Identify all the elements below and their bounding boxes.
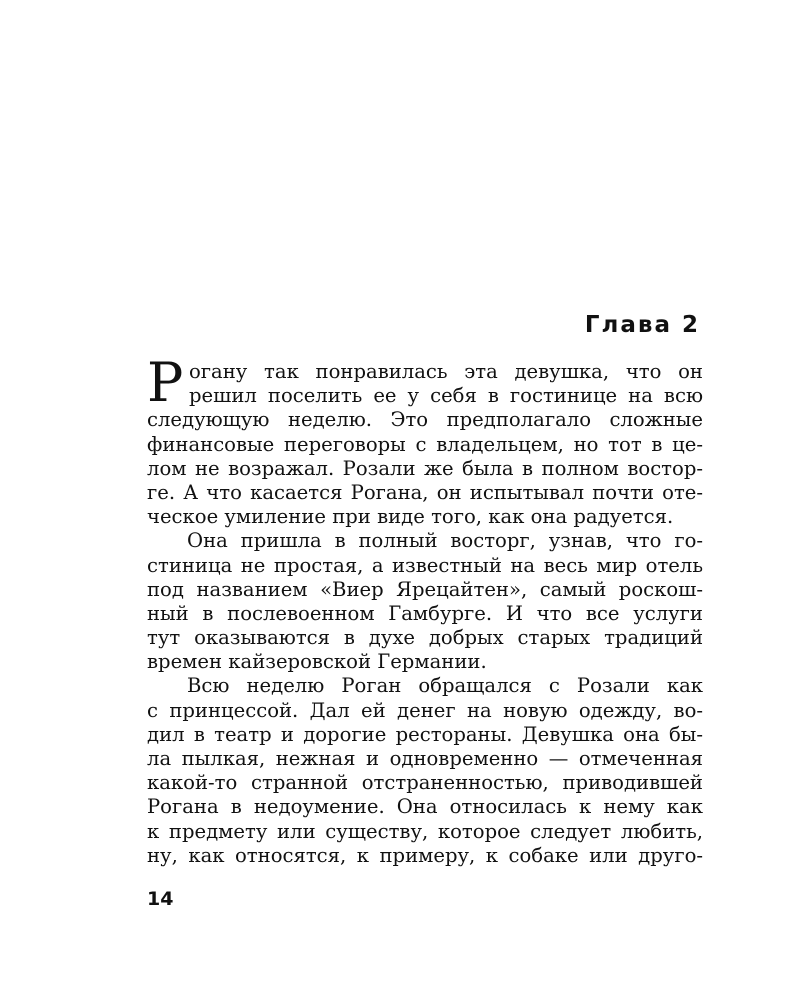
text-line: ну, как относятся, к примеру, к собаке или друго- xyxy=(147,843,703,867)
paragraph-1 xyxy=(147,351,703,529)
text-line: тут оказываются в духе добрых старых традиций xyxy=(147,626,703,650)
text-line: финансовые переговоры с владельцем, но тот в це- xyxy=(147,432,703,456)
drop-cap: Р xyxy=(147,351,184,414)
text-line: огану так понравилась эта девушка, что он xyxy=(189,360,703,383)
page-number: 14 xyxy=(147,888,174,910)
paragraph-3 xyxy=(147,674,703,868)
text-line: ный в послевоенном Гамбурге. И что все услуги xyxy=(147,601,703,625)
text-line: Рогана в недоумение. Она относилась к нему как xyxy=(147,795,703,819)
text-line: следующую неделю. Это предполагало сложные xyxy=(147,408,703,432)
text-line: Она пришла в полный восторг, узнав, что го- xyxy=(187,529,703,553)
text-line: времен кайзеровской Германии. xyxy=(147,650,487,674)
text-line: к предмету или существу, которое следует любить, xyxy=(147,819,703,843)
text-line: под названием «Виер Ярецайтен», самый роскош- xyxy=(147,577,703,601)
text-line: лом не возражал. Розали же была в полном востор- xyxy=(147,456,703,480)
text-line: дил в театр и дорогие рестораны. Девушка она бы- xyxy=(147,722,703,746)
chapter-title: Глава 2 xyxy=(584,312,700,338)
text-line: стиница не простая, а известный на весь мир отель xyxy=(147,553,703,577)
text-line: ла пылкая, нежная и одновременно — отмеченная xyxy=(147,747,703,770)
text-line: с принцессой. Дал ей денег на новую одежду, во- xyxy=(147,698,703,722)
text-line: Всю неделю Роган обращался с Розали как xyxy=(187,674,703,698)
paragraph-2 xyxy=(147,529,703,674)
text-line: решил поселить ее у себя в гостинице на всю xyxy=(189,384,703,408)
text-line: какой-то странной отстраненностью, приводившей xyxy=(147,771,703,795)
text-line: ческое умиление при виде того, как она радуется. xyxy=(147,505,674,529)
text-line: ге. А что касается Рогана, он испытывал почти оте- xyxy=(147,480,703,504)
body-text xyxy=(147,351,703,868)
